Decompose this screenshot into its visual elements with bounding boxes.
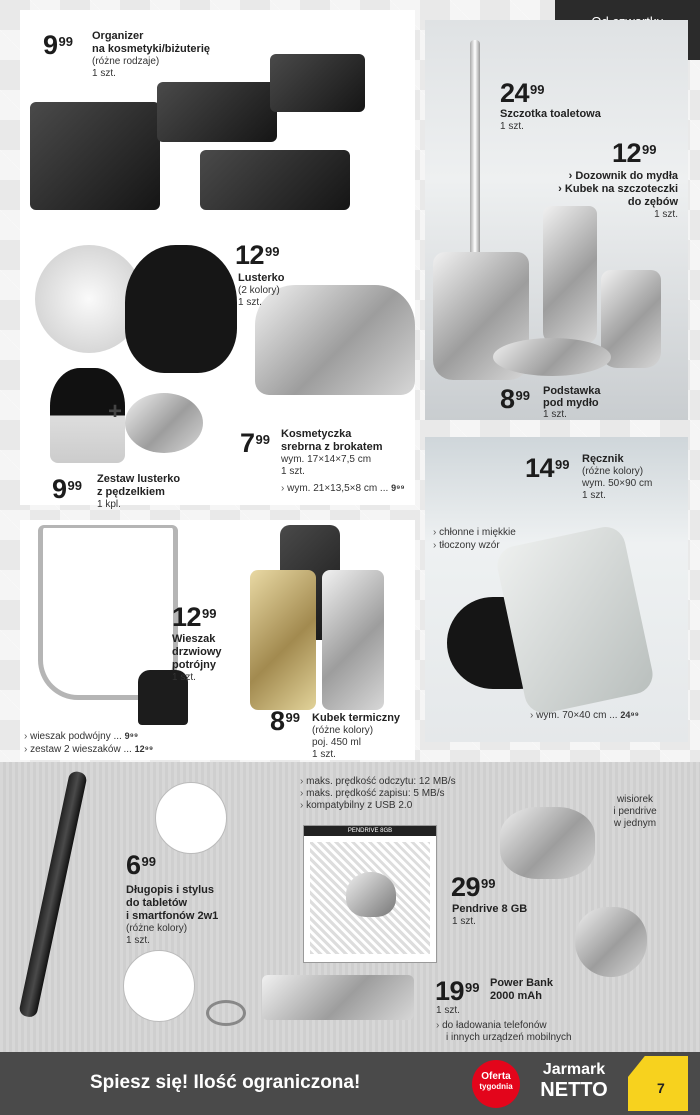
dlugopis-name-line3: i smartfonów 2w1 <box>126 910 219 922</box>
szczotka-qty: 1 szt. <box>500 121 524 132</box>
kubek-gold-image <box>250 570 316 710</box>
page-number: 7 <box>657 1080 665 1096</box>
dozownik-image <box>543 206 597 344</box>
organizer-name-line1: Organizer <box>92 30 144 42</box>
kosmetyczka-dims: wym. 17×14×7,5 cm <box>281 454 372 465</box>
pendrive-heart-open-image <box>500 807 595 879</box>
oferta-line1: Oferta <box>481 1071 511 1082</box>
organizer-qty: 1 szt. <box>92 68 116 79</box>
kosmetyczka-name-line2: srebrna z brokatem <box>281 441 383 453</box>
wieszak-name-line1: Wieszak <box>172 633 216 645</box>
podstawka-image <box>493 338 611 376</box>
wieszak-variant2-price: 12⁹⁹ <box>134 744 154 754</box>
zestaw-qty: 1 kpl. <box>97 499 121 510</box>
powerbank-name-line2: 2000 mAh <box>490 990 542 1002</box>
dozownik-line1: › Dozownik do mydła <box>568 170 678 182</box>
szczotka-name: Szczotka toaletowa <box>500 108 601 120</box>
pendrive-callout-line1: wisiorek <box>616 794 654 805</box>
oferta-line2: tygodnia <box>479 1082 513 1091</box>
wieszak-variant2-text: zestaw 2 wieszaków ... <box>30 744 132 755</box>
panel-electronics <box>0 762 700 1052</box>
zestaw-name-line2: z pędzelkiem <box>97 486 165 498</box>
wieszak-variant1-price: 9⁹⁹ <box>124 731 139 741</box>
podstawka-price: $8^{99}$ <box>500 384 530 414</box>
wieszak-variant1 <box>24 730 138 743</box>
powerbank-name-line1: Power Bank <box>490 977 553 989</box>
pendrive-box-image <box>303 825 437 963</box>
dlugopis-price: $6^{99}$ <box>126 850 156 880</box>
recznik-desc: (różne kolory) <box>582 466 644 477</box>
wieszak-variant1-text: wieszak podwójny ... <box>30 731 122 742</box>
recznik-variant <box>530 709 639 722</box>
powerbank-feature-line2: i innych urządzeń mobilnych <box>446 1032 572 1043</box>
zestaw-price: $9^{99}$ <box>52 474 82 504</box>
organizer-image-tray <box>157 82 277 142</box>
kubek-name: Kubek termiczny <box>312 712 401 724</box>
lusterko-price: $12^{99}$ <box>235 240 280 270</box>
pendrive-qty: 1 szt. <box>452 916 476 927</box>
lusterko-name: Lusterko <box>238 272 285 284</box>
footer-slogan: Spiesz się! Ilość ograniczona! <box>90 1072 361 1093</box>
powerbank-qty: 1 szt. <box>436 1005 460 1016</box>
podstawka-name-line2: pod mydło <box>543 397 599 409</box>
powerbank-feature-line1: › do ładowania telefonów <box>436 1020 547 1032</box>
dlugopis-name-line2: do tabletów <box>126 897 188 909</box>
dlugopis-qty: 1 szt. <box>126 935 150 946</box>
recznik-price: $14^{99}$ <box>525 453 570 483</box>
pendrive-callout-line2: i pendrive <box>613 806 657 817</box>
panel-bathroom <box>425 20 688 420</box>
szczotka-image <box>470 40 480 280</box>
organizer-image-box <box>270 54 365 112</box>
organizer-desc: (różne rodzaje) <box>92 56 160 67</box>
kubek-desc: (różne kolory) <box>312 725 374 736</box>
pendrive-spec3: › kompatybilny z USB 2.0 <box>300 800 412 812</box>
dozownik-price: $12^{99}$ <box>612 138 657 168</box>
wieszak-name-line3: potrójny <box>172 659 216 671</box>
pendrive-callout-line3: w jednym <box>613 818 657 829</box>
powerbank-price: $19^{99}$ <box>435 976 480 1006</box>
organizer-price: $9^{99}$ <box>43 30 73 60</box>
oferta-tygodnia-badge <box>472 1060 520 1108</box>
compact-mirror-image <box>125 393 203 453</box>
pendrive-heart-closed-image <box>575 907 647 977</box>
kubek-price: $8^{99}$ <box>270 706 300 736</box>
wieszak-name-line2: drzwiowy <box>172 646 222 658</box>
pendrive-spec2: › maks. prędkość zapisu: 5 MB/s <box>300 788 445 800</box>
netto-brand-line2: NETTO <box>540 1079 608 1101</box>
wieszak-qty: 1 szt. <box>172 672 196 683</box>
wieszak-variant2 <box>24 743 153 756</box>
lusterko-qty: 1 szt. <box>238 297 262 308</box>
recznik-dims: wym. 50×90 cm <box>582 478 653 489</box>
kubek-capacity: poj. 450 ml <box>312 737 361 748</box>
plus-icon: + <box>108 398 123 425</box>
recznik-feature2: › tłoczony wzór <box>433 540 500 552</box>
panel-towel <box>425 437 688 742</box>
kosmetyczka-variant <box>281 482 405 495</box>
kubek-silver-image <box>322 570 384 710</box>
organizer-image-case <box>200 150 350 210</box>
zestaw-name-line1: Zestaw lusterko <box>97 473 181 485</box>
dlugopis-tip-zoom <box>123 950 195 1022</box>
panel-hanger-mug <box>20 520 415 760</box>
dlugopis-name-line1: Długopis i stylus <box>126 884 215 896</box>
podstawka-qty: 1 szt. <box>543 409 567 420</box>
footer <box>0 1052 700 1115</box>
kosmetyczka-variant-text: wym. 21×13,5×8 cm ... <box>287 483 389 494</box>
szczotka-price: $24^{99}$ <box>500 78 545 108</box>
dlugopis-image <box>18 770 88 1018</box>
wieszak-price: $12^{99}$ <box>172 602 217 632</box>
lusterko-black-image <box>125 245 237 373</box>
pendrive-spec1: › maks. prędkość odczytu: 12 MB/s <box>300 776 456 788</box>
recznik-variant-price: 24⁹⁹ <box>620 710 639 720</box>
pendrive-box-pattern <box>310 842 430 954</box>
podstawka-name-line1: Podstawka <box>543 385 601 397</box>
kosmetyczka-name-line1: Kosmetyczka <box>281 428 352 440</box>
dozownik-line3: do zębów <box>627 196 678 208</box>
lusterko-desc: (2 kolory) <box>238 285 280 296</box>
kubek-qty: 1 szt. <box>312 749 336 760</box>
dozownik-line2: › Kubek na szczoteczki <box>558 183 678 195</box>
organizer-image <box>30 102 160 210</box>
kosmetyczka-image <box>255 285 415 395</box>
recznik-qty: 1 szt. <box>582 490 606 501</box>
organizer-name-line2: na kosmetyki/biżuterię <box>92 43 210 55</box>
recznik-variant-text: wym. 70×40 cm ... <box>536 710 618 721</box>
pendrive-heart-image <box>346 872 396 917</box>
powerbank-image <box>262 975 414 1020</box>
pendrive-price: $29^{99}$ <box>451 872 496 902</box>
kosmetyczka-price: $7^{99}$ <box>240 428 270 458</box>
recznik-name: Ręcznik <box>582 453 624 465</box>
recznik-feature1: › chłonne i miękkie <box>433 527 516 539</box>
dozownik-qty: 1 szt. <box>654 209 678 220</box>
netto-brand <box>532 1060 616 1101</box>
panel-cosmetics <box>20 10 415 510</box>
pendrive-name: Pendrive 8 GB <box>452 903 528 915</box>
pendrive-callout <box>600 794 670 830</box>
netto-brand-line1: Jarmark <box>542 1061 606 1078</box>
pendrive-box-label: PENDRIVE 8GB <box>304 826 436 836</box>
dlugopis-stylus-zoom <box>155 782 227 854</box>
dlugopis-desc: (różne kolory) <box>126 923 188 934</box>
kosmetyczka-variant-price: 9⁹⁹ <box>391 483 405 493</box>
powerbank-keyring-image <box>206 1000 246 1026</box>
kosmetyczka-qty: 1 szt. <box>281 466 305 477</box>
